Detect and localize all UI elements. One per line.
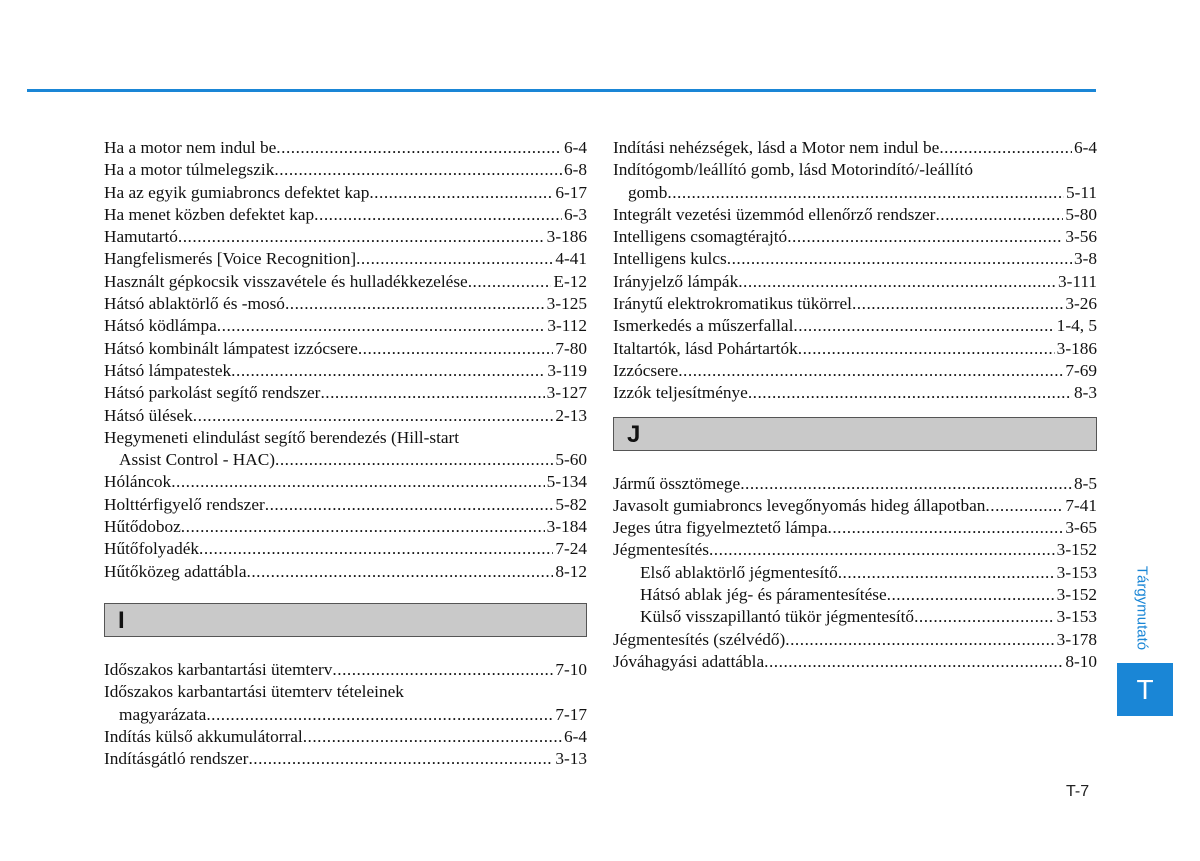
index-entry: Jégmentesítés (szélvédő) ..... 3-178: [613, 629, 1097, 651]
index-entry-continuation: magyarázata ..... 7-17: [104, 704, 587, 726]
index-entry: Holttérfigyelő rendszer ..... 5-82: [104, 494, 587, 516]
index-subentry: Hátsó ablak jég- és páramentesítése ..... 3-152: [613, 584, 1097, 606]
entry-group-i: [104, 659, 587, 770]
index-entry: Jóváhagyási adattábla ..... 8-10: [613, 651, 1097, 673]
index-entry: Javasolt gumiabroncs levegőnyomás hideg állapotban ..... 7-41: [613, 495, 1097, 517]
index-entry: Hamutartó ..... 3-186: [104, 226, 587, 248]
index-entry: Ismerkedés a műszerfallal ..... 1-4, 5: [613, 315, 1097, 337]
index-entry: Jeges útra figyelmeztető lámpa ..... 3-65: [613, 517, 1097, 539]
index-entry: Italtartók, lásd Pohártartók ..... 3-186: [613, 338, 1097, 360]
index-entry-multiline: Időszakos karbantartási ütemterv tételeinek: [104, 682, 404, 702]
page-number: T-7: [1066, 783, 1090, 800]
index-entry: Hátsó parkolást segítő rendszer ..... 3-127: [104, 382, 587, 404]
entry-group-h: [104, 137, 587, 583]
index-entry: Hátsó ülések ..... 2-13: [104, 405, 587, 427]
chapter-side-label: Tárgymutató: [1133, 565, 1151, 651]
index-entry: Izzók teljesítménye ..... 8-3: [613, 382, 1097, 404]
index-entry: Hátsó ablaktörlő és -mosó ..... 3-125: [104, 293, 587, 315]
index-entry: Irányjelző lámpák ..... 3-111: [613, 271, 1097, 293]
index-entry: Jármű össztömege ..... 8-5: [613, 473, 1097, 495]
index-entry: Iránytű elektrokromatikus tükörrel ..... 3-26: [613, 293, 1097, 315]
index-entry: Ha az egyik gumiabroncs defektet kap ..... 6-17: [104, 182, 587, 204]
index-entry-continuation: Assist Control - HAC) ..... 5-60: [104, 449, 587, 471]
index-entry: Izzócsere ..... 7-69: [613, 360, 1097, 382]
index-entry: Indításgátló rendszer ..... 3-13: [104, 748, 587, 770]
section-heading-j: J: [613, 417, 1097, 451]
index-entry-multiline: Hegymeneti elindulást segítő berendezés (Hill-start: [104, 427, 460, 447]
index-subentry: Első ablaktörlő jégmentesítő ..... 3-153: [613, 562, 1097, 584]
index-entry: Hátsó kombinált lámpatest izzócsere ..... 7-80: [104, 338, 587, 360]
index-entry: Időszakos karbantartási ütemterv ..... 7-10: [104, 659, 587, 681]
index-entry: Indítás külső akkumulátorral ..... 6-4: [104, 726, 587, 748]
index-entry: Ha a motor túlmelegszik ..... 6-8: [104, 159, 587, 181]
index-entry: Integrált vezetési üzemmód ellenőrző rendszer ..... 5-80: [613, 204, 1097, 226]
index-entry: Ha a motor nem indul be ..... 6-4: [104, 137, 587, 159]
chapter-tab: T: [1117, 663, 1173, 716]
index-entry: Használt gépkocsik visszavétele és hulladékkezelése ..... E-12: [104, 271, 587, 293]
index-entry: Hóláncok ..... 5-134: [104, 471, 587, 493]
index-column-right: [613, 137, 1097, 673]
index-entry: Indítási nehézségek, lásd a Motor nem indul be ..... 6-4: [613, 137, 1097, 159]
index-column-left: [104, 137, 587, 770]
index-entry: Hűtődoboz ..... 3-184: [104, 516, 587, 538]
index-entry: Hangfelismerés [Voice Recognition] ..... 4-41: [104, 248, 587, 270]
index-subentry: Külső visszapillantó tükör jégmentesítő ..... 3-153: [613, 606, 1097, 628]
entry-group-j: [613, 473, 1097, 674]
index-entry: Hűtőfolyadék ..... 7-24: [104, 538, 587, 560]
index-entry: Intelligens csomagtérajtó ..... 3-56: [613, 226, 1097, 248]
index-entry: Jégmentesítés ..... 3-152: [613, 539, 1097, 561]
index-entry: Intelligens kulcs ..... 3-8: [613, 248, 1097, 270]
index-entry: Hátsó ködlámpa ..... 3-112: [104, 315, 587, 337]
index-entry: Hűtőközeg adattábla ..... 8-12: [104, 561, 587, 583]
index-entry-continuation: gomb ..... 5-11: [613, 182, 1097, 204]
top-rule: [27, 89, 1096, 92]
index-entry-multiline: Indítógomb/leállító gomb, lásd Motorindító/-leállító: [613, 160, 973, 180]
index-entry: Hátsó lámpatestek ..... 3-119: [104, 360, 587, 382]
entry-group-i-continued: [613, 137, 1097, 405]
section-heading-i: I: [104, 603, 587, 637]
index-entry: Ha menet közben defektet kap ..... 6-3: [104, 204, 587, 226]
